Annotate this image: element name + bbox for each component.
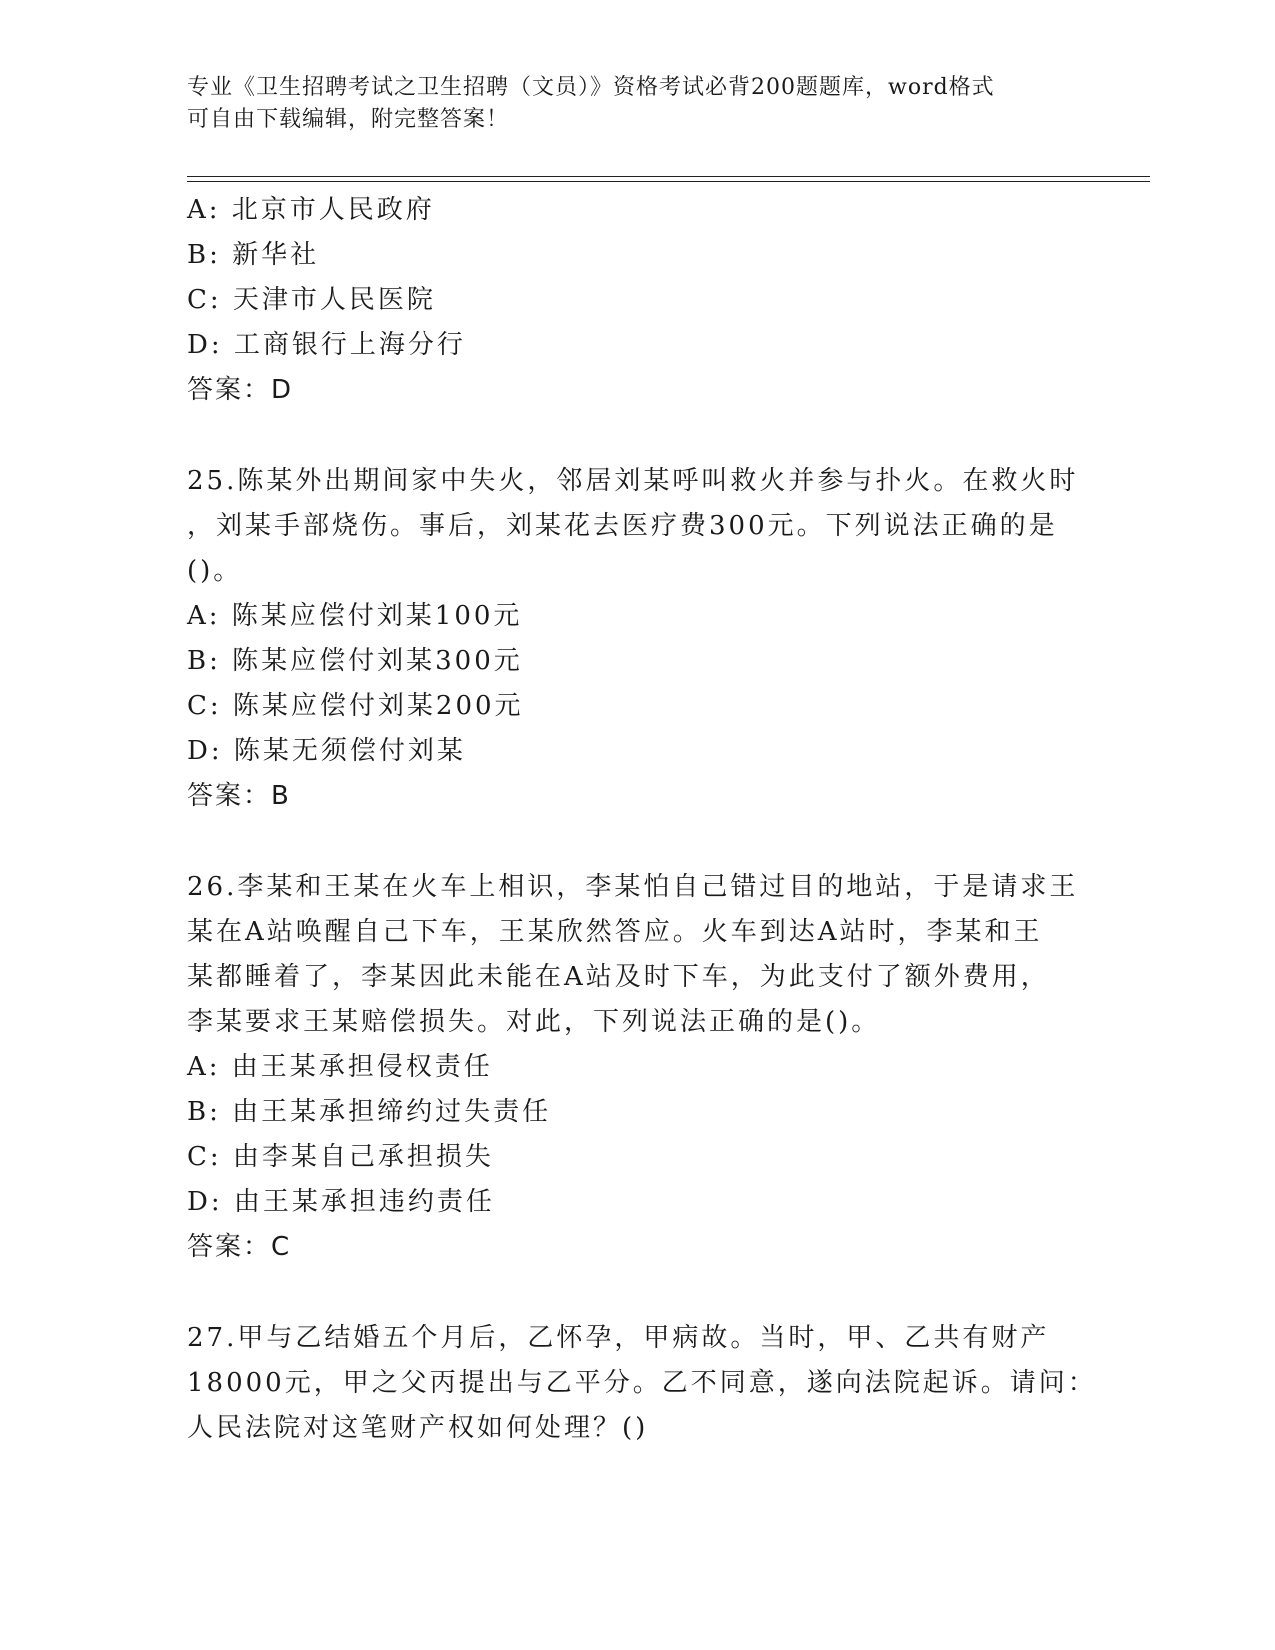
q26-text-line-4: 李某要求王某赔偿损失。对此，下列说法正确的是()。 [187,1007,881,1037]
question-27-block [187,1316,1097,1451]
header-line-2: 可自由下载编辑，附完整答案！ [187,107,510,132]
q26-option-b: B: 由王某承担缔约过失责任 [187,1097,552,1127]
q27-text-line-3: 人民法院对这笔财产权如何处理？() [187,1413,649,1443]
q26-option-c: C: 由李某自己承担损失 [187,1142,494,1172]
q26-text-line-2: 某在A站唤醒自己下车，王某欣然答应。火车到达A站时，李某和王 [187,917,1043,947]
q25-answer: 答案：B [187,781,291,811]
q26-option-d: D: 由王某承担违约责任 [187,1187,495,1217]
q24-answer: 答案：D [187,375,294,405]
header-line-1: 专业《卫生招聘考试之卫生招聘（文员）》资格考试必背200题题库，word格式 [187,75,995,100]
q27-text-line-1: 27.甲与乙结婚五个月后，乙怀孕，甲病故。当时，甲、乙共有财产 [187,1323,1050,1353]
q24-option-a: A: 北京市人民政府 [187,195,435,225]
q25-option-a: A: 陈某应偿付刘某100元 [187,601,523,631]
question-25-block [187,459,1087,819]
header-divider-bottom [187,181,1150,182]
question-26-block [187,865,1087,1270]
spacer [187,1270,1087,1316]
spacer [187,819,1087,865]
q24-option-b: B: 新华社 [187,240,320,270]
q26-answer: 答案：C [187,1232,292,1262]
q25-option-c: C: 陈某应偿付刘某200元 [187,691,524,721]
q26-option-a: A: 由王某承担侵权责任 [187,1052,493,1082]
question-24-block [187,188,1087,413]
q24-option-c: C: 天津市人民医院 [187,285,436,315]
q26-text-line-3: 某都睡着了，李某因此未能在A站及时下车，为此支付了额外费用， [187,962,1050,992]
header-divider-top [187,176,1150,177]
q25-option-b: B: 陈某应偿付刘某300元 [187,646,523,676]
q25-text-line-3: ()。 [187,556,243,586]
q26-text-line-1: 26.李某和王某在火车上相识，李某怕自己错过目的地站，于是请求王 [187,872,1079,902]
document-body [187,188,1097,1451]
q27-text-line-2: 18000元，甲之父丙提出与乙平分。乙不同意，遂向法院起诉。请问： [187,1368,1097,1398]
q25-text-line-1: 25.陈某外出期间家中失火，邻居刘某呼叫救火并参与扑火。在救火时 [187,466,1079,496]
document-header [187,72,1067,136]
spacer [187,413,1087,459]
q24-option-d: D: 工商银行上海分行 [187,330,466,360]
q25-option-d: D: 陈某无须偿付刘某 [187,736,466,766]
q25-text-line-2: ，刘某手部烧伤。事后，刘某花去医疗费300元。下列说法正确的是 [187,511,1058,541]
